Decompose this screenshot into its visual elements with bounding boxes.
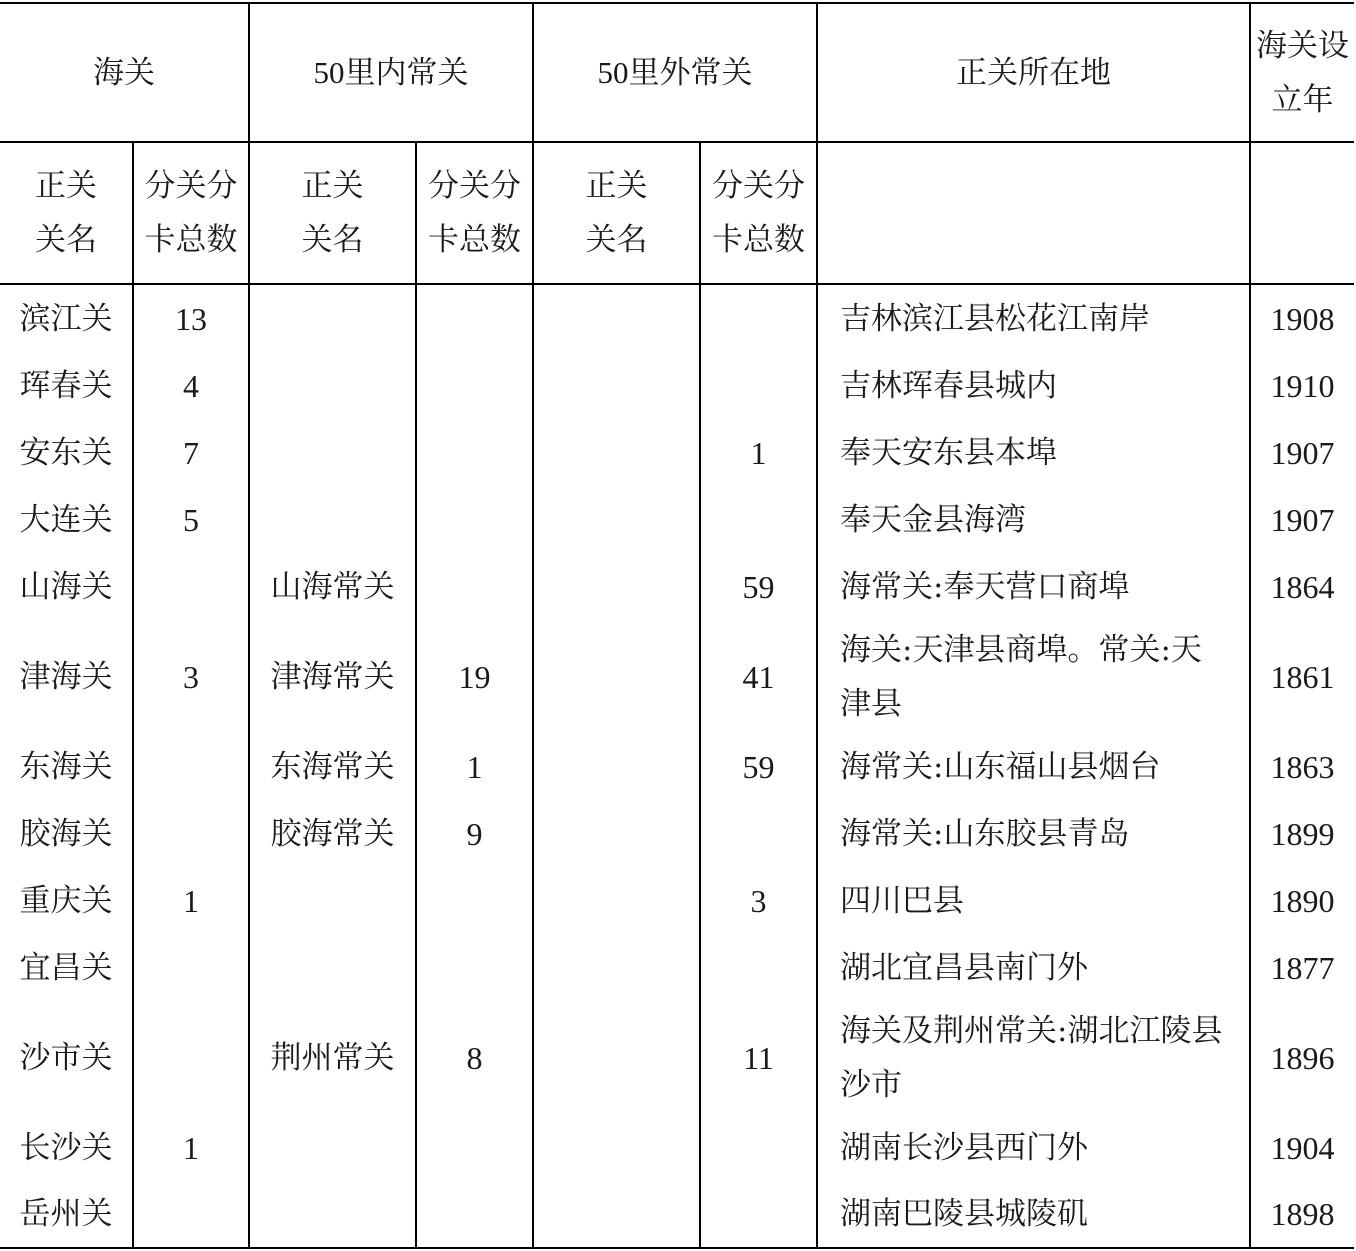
header-year: 海关设立年 [1250, 3, 1354, 142]
row-name: 胶海关 [0, 800, 133, 867]
row-outer-name [533, 620, 700, 733]
sub-location-blank [817, 142, 1250, 284]
row-outer-count: 3 [700, 867, 817, 934]
table-row [0, 800, 1354, 867]
row-count [133, 733, 249, 800]
row-outer-name [533, 733, 700, 800]
row-outer-count: 11 [700, 1001, 817, 1114]
row-location: 湖南长沙县西门外 [817, 1114, 1250, 1181]
row-inner-count: 1 [416, 733, 533, 800]
table-row [0, 620, 1354, 733]
row-outer-name [533, 1114, 700, 1181]
row-year: 1910 [1270, 367, 1335, 404]
row-year: 1904 [1270, 1129, 1335, 1166]
row-outer-name [533, 284, 700, 352]
row-inner-count [416, 352, 533, 419]
row-location: 海关:天津县商埠。常关:天津县 [817, 620, 1250, 733]
row-inner-name [249, 1114, 416, 1181]
row-inner-name: 津海常关 [249, 620, 416, 733]
row-count: 4 [133, 352, 249, 419]
row-name: 东海关 [0, 733, 133, 800]
row-year: 1907 [1270, 434, 1335, 471]
row-inner-name: 山海常关 [249, 553, 416, 620]
row-name: 滨江关 [0, 284, 133, 352]
header-inner-changguan: 50里内常关 [249, 3, 533, 142]
row-inner-count: 19 [416, 620, 533, 733]
table-row [0, 1001, 1354, 1114]
row-count [133, 800, 249, 867]
row-outer-count [700, 800, 817, 867]
row-count: 5 [133, 486, 249, 553]
row-outer-count [700, 486, 817, 553]
row-inner-count [416, 553, 533, 620]
row-inner-name [249, 352, 416, 419]
sub-year-blank [1250, 142, 1354, 284]
table-row [0, 486, 1354, 553]
row-year: 1863 [1270, 748, 1335, 785]
row-count: 1 [133, 1114, 249, 1181]
row-name: 津海关 [0, 620, 133, 733]
row-inner-name: 胶海常关 [249, 800, 416, 867]
row-count [133, 1181, 249, 1248]
row-count: 3 [133, 620, 249, 733]
row-inner-count [416, 867, 533, 934]
row-count: 13 [133, 284, 249, 352]
table-row [0, 553, 1354, 620]
row-year: 1861 [1270, 658, 1335, 695]
row-inner-count [416, 1114, 533, 1181]
row-inner-count: 8 [416, 1001, 533, 1114]
row-name: 大连关 [0, 486, 133, 553]
row-location: 吉林珲春县城内 [817, 352, 1250, 419]
row-outer-name [533, 486, 700, 553]
table-row [0, 284, 1354, 352]
customs-table [0, 2, 1354, 1249]
row-inner-name [249, 867, 416, 934]
row-inner-count [416, 934, 533, 1001]
row-outer-name [533, 352, 700, 419]
row-outer-name [533, 1181, 700, 1248]
row-outer-count: 1 [700, 419, 817, 486]
row-outer-name [533, 553, 700, 620]
row-name: 长沙关 [0, 1114, 133, 1181]
row-inner-count: 9 [416, 800, 533, 867]
row-outer-count [700, 1181, 817, 1248]
table-row [0, 867, 1354, 934]
row-location: 湖南巴陵县城陵矶 [817, 1181, 1250, 1248]
header-haiguan: 海关 [0, 3, 249, 142]
row-location: 海常关:奉天营口商埠 [817, 553, 1250, 620]
sub-count: 分关分卡总数 [133, 142, 249, 284]
row-year: 1907 [1270, 501, 1335, 538]
table-row [0, 419, 1354, 486]
table-row [0, 934, 1354, 1001]
row-inner-name: 荆州常关 [249, 1001, 416, 1114]
header-outer-changguan: 50里外常关 [533, 3, 817, 142]
header-location: 正关所在地 [817, 3, 1250, 142]
row-inner-count [416, 1181, 533, 1248]
row-name: 珲春关 [0, 352, 133, 419]
row-inner-count [416, 419, 533, 486]
row-location: 海关及荆州常关:湖北江陵县沙市 [817, 1001, 1250, 1114]
row-outer-name [533, 800, 700, 867]
row-inner-name [249, 284, 416, 352]
row-location: 奉天金县海湾 [817, 486, 1250, 553]
row-outer-count [700, 1114, 817, 1181]
sub-name: 正关关名 [0, 142, 133, 284]
sub-inner-name: 正关关名 [249, 142, 416, 284]
row-year: 1890 [1270, 882, 1335, 919]
row-year: 1896 [1270, 1039, 1335, 1076]
row-year: 1908 [1270, 300, 1335, 337]
row-name: 岳州关 [0, 1181, 133, 1248]
row-outer-name [533, 1001, 700, 1114]
row-outer-count [700, 352, 817, 419]
row-location: 奉天安东县本埠 [817, 419, 1250, 486]
row-year: 1864 [1270, 568, 1335, 605]
row-year: 1877 [1270, 949, 1335, 986]
row-inner-name [249, 934, 416, 1001]
row-location: 海常关:山东胶县青岛 [817, 800, 1250, 867]
row-inner-name [249, 419, 416, 486]
sub-inner-count: 分关分卡总数 [416, 142, 533, 284]
table-row [0, 1181, 1354, 1248]
row-inner-name: 东海常关 [249, 733, 416, 800]
subheader-row [0, 142, 1354, 284]
row-inner-name [249, 486, 416, 553]
row-count [133, 1001, 249, 1114]
row-name: 宜昌关 [0, 934, 133, 1001]
row-location: 海常关:山东福山县烟台 [817, 733, 1250, 800]
sub-outer-name: 正关关名 [533, 142, 700, 284]
row-inner-name [249, 1181, 416, 1248]
row-outer-name [533, 867, 700, 934]
row-outer-count [700, 934, 817, 1001]
row-year: 1899 [1270, 815, 1335, 852]
row-outer-count [700, 284, 817, 352]
row-inner-count [416, 284, 533, 352]
row-outer-name [533, 419, 700, 486]
table-row [0, 352, 1354, 419]
row-location: 湖北宜昌县南门外 [817, 934, 1250, 1001]
row-name: 沙市关 [0, 1001, 133, 1114]
row-outer-count: 41 [700, 620, 817, 733]
table-row [0, 733, 1354, 800]
sub-outer-count: 分关分卡总数 [700, 142, 817, 284]
row-location: 吉林滨江县松花江南岸 [817, 284, 1250, 352]
row-count: 7 [133, 419, 249, 486]
row-name: 山海关 [0, 553, 133, 620]
row-count: 1 [133, 867, 249, 934]
row-inner-count [416, 486, 533, 553]
row-count [133, 553, 249, 620]
row-name: 安东关 [0, 419, 133, 486]
row-year: 1898 [1250, 1181, 1354, 1248]
row-outer-count: 59 [700, 553, 817, 620]
row-location: 四川巴县 [817, 867, 1250, 934]
row-count [133, 934, 249, 1001]
row-outer-count: 59 [700, 733, 817, 800]
table-row [0, 1114, 1354, 1181]
row-name: 重庆关 [0, 867, 133, 934]
row-outer-name [533, 934, 700, 1001]
header-row [0, 3, 1354, 142]
